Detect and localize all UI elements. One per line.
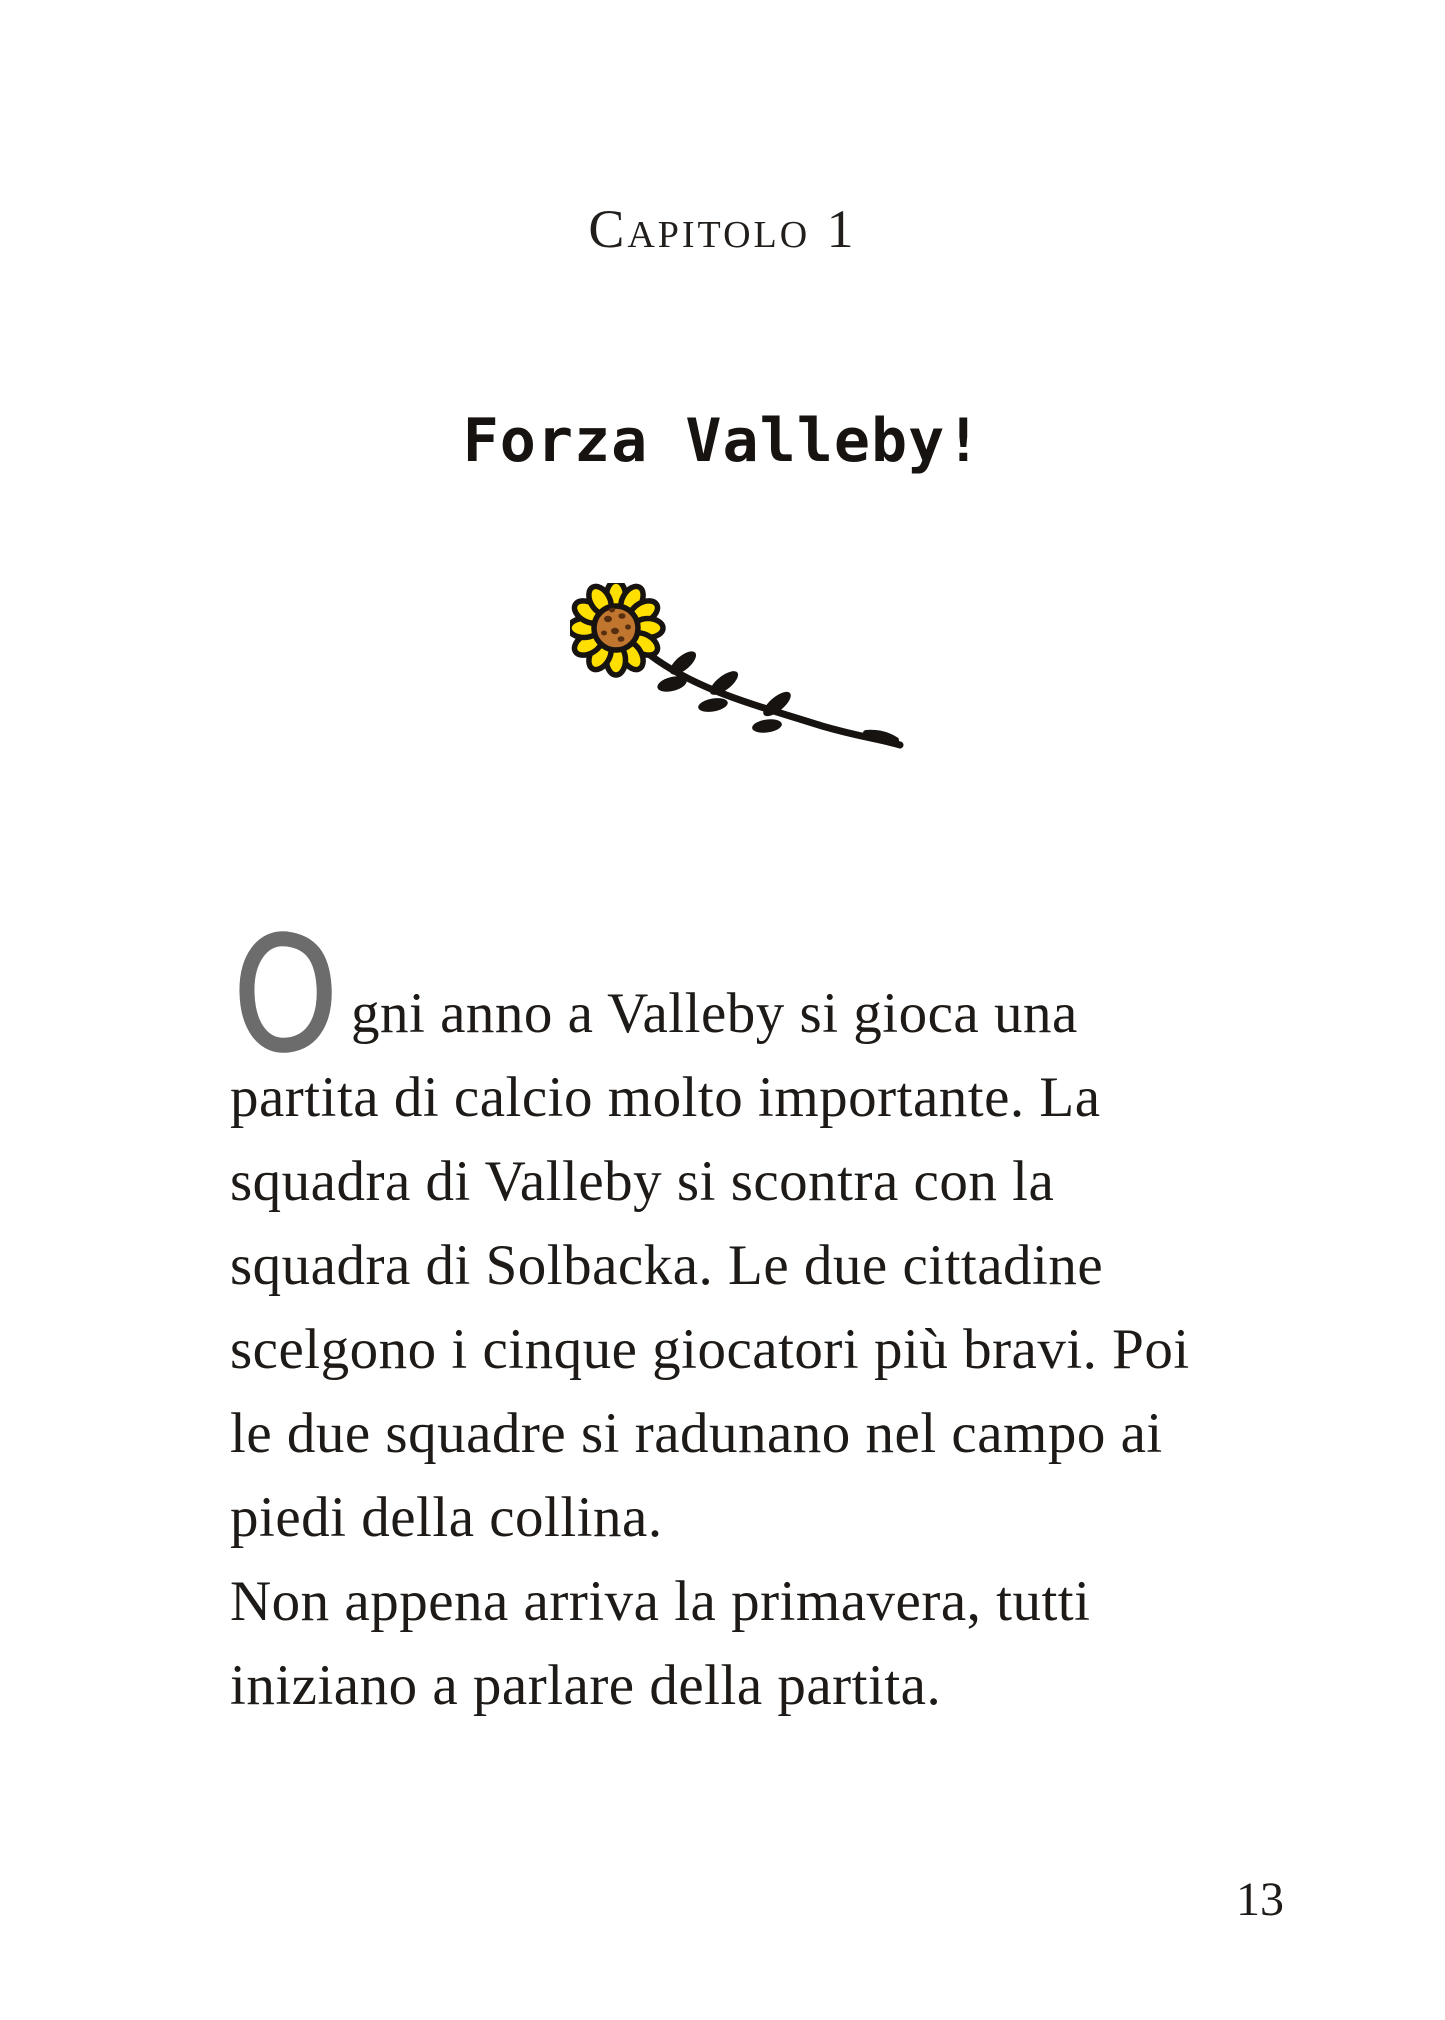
- flower-center: [594, 606, 638, 650]
- body-line: le due squadre si radunano nel campo ai: [230, 1402, 1163, 1465]
- body-line: Non appena arriva la primavera, tutti: [230, 1570, 1091, 1633]
- body-line: scelgono i cinque giocatori più bravi. Poi: [230, 1318, 1190, 1381]
- body-line: squadra di Valleby si scontra con la: [230, 1150, 1055, 1213]
- chapter-heading: Capitolo 1: [588, 199, 857, 259]
- body-line: piedi della collina.: [230, 1486, 663, 1549]
- body-line: partita di calcio molto importante. La: [230, 1066, 1101, 1129]
- drop-cap-letter: [0, 0, 1, 1]
- sunflower-illustration: [570, 583, 908, 761]
- body-line: iniziano a parlare della partita.: [230, 1654, 942, 1717]
- body-line: squadra di Solbacka. Le due cittadine: [230, 1234, 1104, 1297]
- page-number: 13: [1236, 1873, 1284, 1926]
- body-text: [230, 972, 1260, 1728]
- chapter-title: Forza Valleby!: [462, 406, 983, 476]
- body-line: gni anno a Valleby si gioca una: [351, 982, 1078, 1045]
